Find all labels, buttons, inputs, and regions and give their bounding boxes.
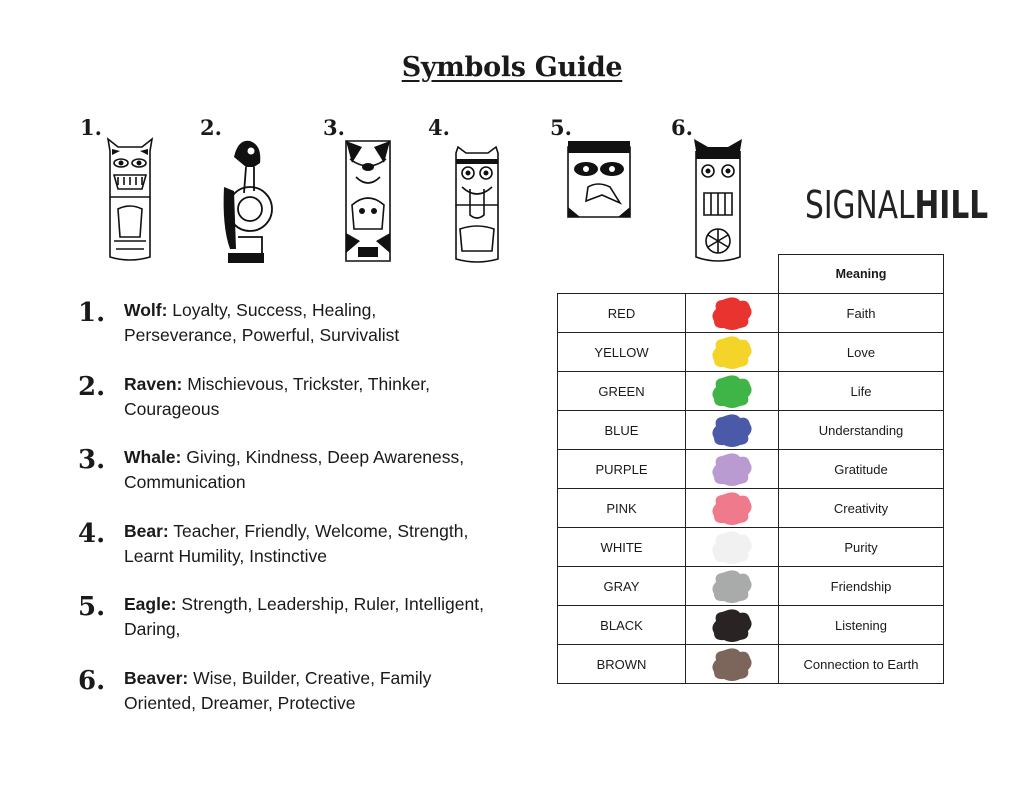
totem-label-1: 1. xyxy=(80,115,102,140)
table-row xyxy=(558,372,944,411)
table-row xyxy=(558,333,944,372)
color-meaning: Gratitude xyxy=(779,450,944,489)
entry-text: Wolf: Loyalty, Success, Healing, Perseverance, Powerful, Survivalist xyxy=(124,300,400,345)
color-swatch xyxy=(686,528,779,567)
paint-swatch-icon xyxy=(710,373,754,409)
beaver-totem-icon xyxy=(690,137,746,265)
color-meaning: Life xyxy=(779,372,944,411)
entry-number: 3. xyxy=(78,445,106,475)
eagle-totem-icon xyxy=(564,137,634,223)
color-name: WHITE xyxy=(558,528,686,567)
color-name: GRAY xyxy=(558,567,686,606)
color-swatch xyxy=(686,489,779,528)
paint-swatch-icon xyxy=(710,334,754,370)
entry-text: Bear: Teacher, Friendly, Welcome, Strength, Learnt Humility, Instinctive xyxy=(124,521,469,566)
paint-swatch-icon xyxy=(710,607,754,643)
meaning-header: Meaning xyxy=(779,255,944,294)
paint-swatch-icon xyxy=(710,490,754,526)
totem-label-5: 5. xyxy=(550,115,572,140)
color-name: GREEN xyxy=(558,372,686,411)
color-name: BROWN xyxy=(558,645,686,684)
entry-text: Eagle: Strength, Leadership, Ruler, Intelligent, Daring, xyxy=(124,594,484,639)
color-swatch xyxy=(686,645,779,684)
page-title: Symbols Guide xyxy=(401,52,623,83)
table-row xyxy=(558,606,944,645)
color-meaning: Connection to Earth xyxy=(779,645,944,684)
paint-swatch-icon xyxy=(710,529,754,565)
totem-label-2: 2. xyxy=(200,115,222,140)
color-meaning: Love xyxy=(779,333,944,372)
totem-label-6: 6. xyxy=(671,115,693,140)
entry-text: Beaver: Wise, Builder, Creative, Family Oriented, Dreamer, Protective xyxy=(124,668,432,713)
raven-totem-icon xyxy=(218,137,274,265)
color-swatch xyxy=(686,411,779,450)
paint-swatch-icon xyxy=(710,451,754,487)
color-name: BLUE xyxy=(558,411,686,450)
table-header-row xyxy=(558,255,944,294)
bear-totem-icon xyxy=(450,145,504,265)
color-name: BLACK xyxy=(558,606,686,645)
paint-swatch-icon xyxy=(710,568,754,604)
totem-label-4: 4. xyxy=(428,115,450,140)
signal-hill-logo: SIGNALHILL xyxy=(805,183,989,227)
totem-label-3: 3. xyxy=(323,115,345,140)
entry-number: 5. xyxy=(78,592,106,622)
color-name: YELLOW xyxy=(558,333,686,372)
table-row xyxy=(558,567,944,606)
table-row xyxy=(558,528,944,567)
paint-swatch-icon xyxy=(710,646,754,682)
color-meaning: Creativity xyxy=(779,489,944,528)
color-swatch xyxy=(686,450,779,489)
wolf-totem-icon xyxy=(104,137,156,263)
table-row xyxy=(558,450,944,489)
color-meaning-table xyxy=(557,254,944,684)
color-swatch xyxy=(686,606,779,645)
color-meaning: Faith xyxy=(779,294,944,333)
color-meaning: Listening xyxy=(779,606,944,645)
table-row xyxy=(558,489,944,528)
color-swatch xyxy=(686,372,779,411)
entry-text: Raven: Mischievous, Trickster, Thinker, Courageous xyxy=(124,374,431,419)
color-swatch xyxy=(686,567,779,606)
table-row xyxy=(558,294,944,333)
paint-swatch-icon xyxy=(710,412,754,448)
entry-number: 1. xyxy=(78,298,106,328)
color-meaning: Purity xyxy=(779,528,944,567)
color-name: PINK xyxy=(558,489,686,528)
whale-totem-icon xyxy=(342,137,394,265)
color-meaning: Understanding xyxy=(779,411,944,450)
table-row xyxy=(558,645,944,684)
color-name: RED xyxy=(558,294,686,333)
color-meaning: Friendship xyxy=(779,567,944,606)
paint-swatch-icon xyxy=(710,295,754,331)
table-row xyxy=(558,411,944,450)
entry-number: 2. xyxy=(78,372,106,402)
entry-text: Whale: Giving, Kindness, Deep Awareness, Communication xyxy=(124,447,465,492)
color-swatch xyxy=(686,294,779,333)
entry-number: 6. xyxy=(78,666,106,696)
entry-number: 4. xyxy=(78,519,106,549)
color-name: PURPLE xyxy=(558,450,686,489)
color-swatch xyxy=(686,333,779,372)
